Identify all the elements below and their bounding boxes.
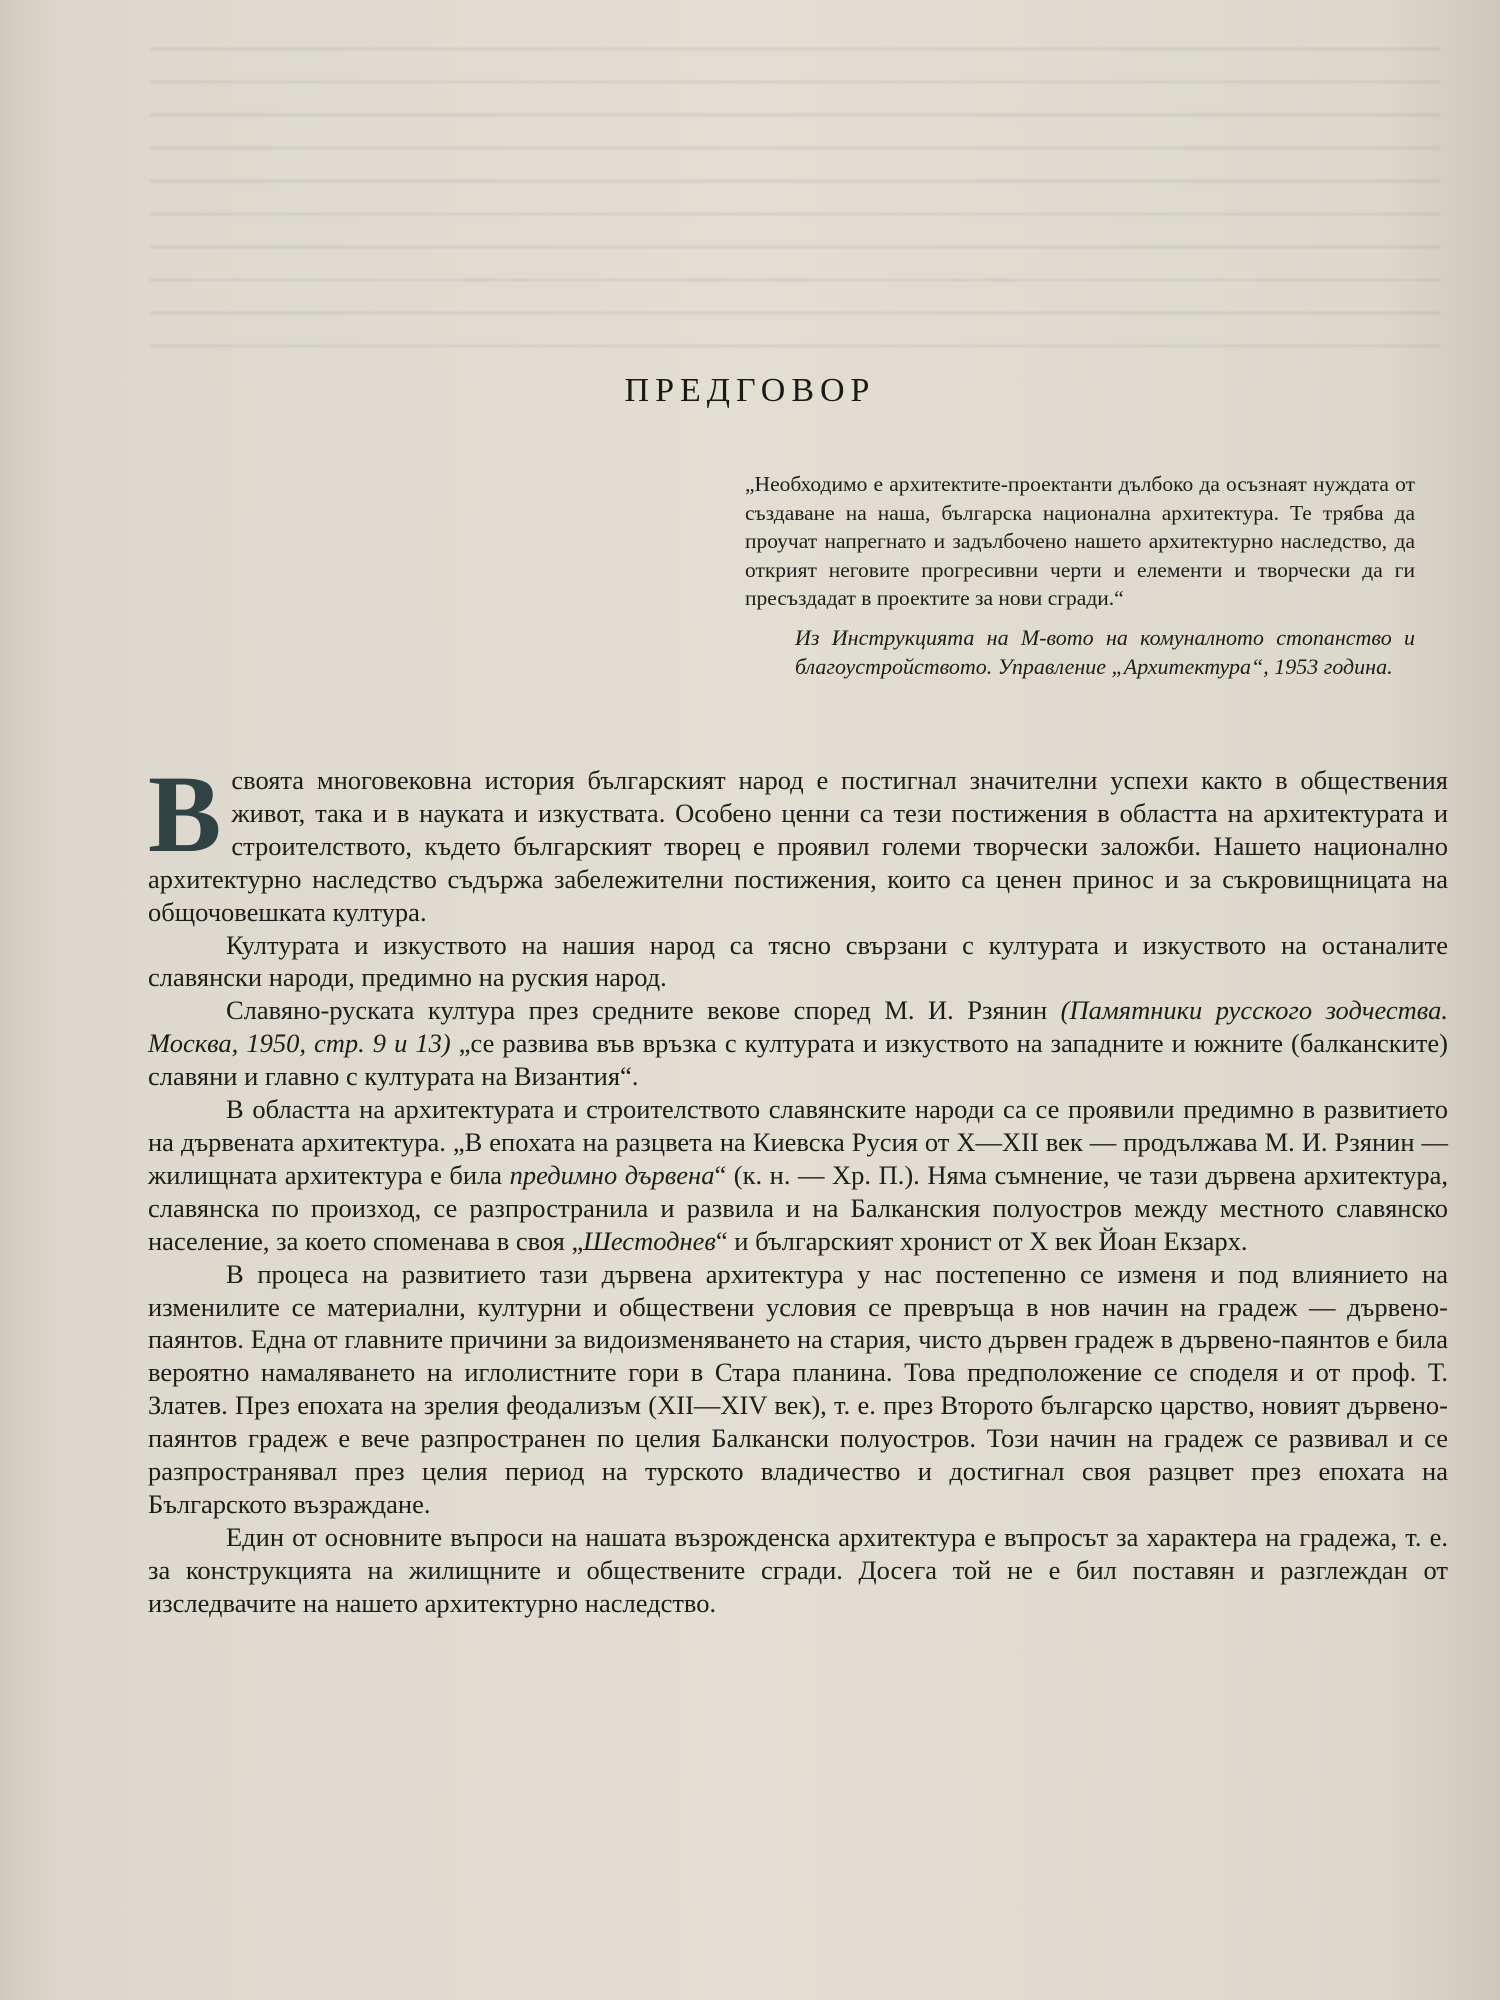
paragraph-1 — [148, 753, 1448, 929]
paragraph-3 — [148, 994, 1448, 1093]
paragraph-4-text-c: “ и българският хронист от X век Йоан Екзарх. — [715, 1225, 1248, 1256]
paragraph-3-text-b: „се развива във връзка с културата и изкуството на западните и южните (балканските) славяни и главно с културата на Византия“. — [148, 1028, 1448, 1092]
show-through-text — [150, 30, 1440, 370]
drop-cap: В — [148, 753, 222, 875]
body-text — [148, 753, 1449, 1620]
paragraph-2: Културата и изкуството на нашия народ са тясно свързани с културата и изкуството на останалите славянски народи, предимно на руския народ. — [148, 929, 1448, 993]
paragraph-4-text-b: “ (к. н. — Хр. П.). Няма съмнение, че тази дървена архитектура, славянска по произход, се разпространила и развила и на Балканския полуостров между местното славянско население, за което споменава в своя „ — [148, 1159, 1448, 1256]
page-title: ПРЕДГОВОР — [624, 372, 876, 409]
paragraph-4-work-title: Шестоднев — [583, 1225, 716, 1256]
paragraph-3-reference: (Памятники русского зодчества. Москва, 1950, стр. 9 и 13) — [148, 995, 1449, 1059]
paragraph-6: Един от основните въпроси на нашата възрожденска архитектура е въпросът за характера на градежа, т. е. за конструкцията на жилищните и обществените сгради. Досега той не е бил поставян и разглеждан от изследвачите на нашето архитектурно наследство. — [148, 1521, 1448, 1618]
paragraph-4 — [148, 1093, 1448, 1258]
paragraph-3-text-a: Славяно-руската култура през средните векове според М. И. Рзянин — [226, 995, 1061, 1026]
paragraph-1-text: своята многовековна история българският народ е постигнал значителни успехи както в обществения живот, така и в науката и изкуствата. Особено ценни са тези постижения в областта на архитектурата и строителството, където българският творец е проявил големи творчески заложби. Нашето национално архитектурно наследство съдържа забележителни постижения, които са ценен принос и за съкровищницата на общочовешката култура. — [148, 765, 1448, 927]
epigraph-source: Из Инструкцията на М-вото на комуналното стопанство и благоустройството. Управление „Архитектура“, 1953 година. — [795, 625, 1415, 679]
paragraph-4-text-a: В областта на архитектурата и строителството славянските народи са се проявили предимно в развитието на дървената архитектура. „В епохата на разцвета на Киевска Русия от X—XII век — продължава М. И. Рзянин — жилищната архитектура е била — [148, 1094, 1448, 1190]
epigraph-quote: „Необходимо е архитектите-проектанти дълбоко да осъзнаят нуждата от създаване на наша, българска национална архитектура. Те трябва да проучат напрегнато и задълбочено нашето архитектурно наследство, да открият неговите прогресивни черти и елементи и творчески да ги пресъздадат в проектите за нови сгради.“ — [745, 472, 1415, 610]
paragraph-5: В процеса на развитието тази дървена архитектура у нас постепенно се изменя и под влиянието на изменилите се материални, културни и обществени условия се превръща в нов начин на градеж — дървено-паянтов. Една от главните причини за видоизменяването на стария, чисто дървен градеж в дървено-паянтов е била вероятно намаляването на иглолистните гори в Стара планина. Това предположение се споделя и от проф. Т. Златев. През епохата на зрелия феодализъм (XII—XIV век), т. е. през Второто българско царство, новият дървено-паянтов градеж е вече разпространен по целия Балкански полуостров. Този начин на градеж се развивал и се разпространявал през целия период на турското владичество и достигнал своя разцвет през епохата на Българското възраждане. — [148, 1258, 1448, 1519]
paragraph-4-emphasis: предимно дървена — [509, 1159, 715, 1190]
epigraph — [745, 470, 1415, 613]
